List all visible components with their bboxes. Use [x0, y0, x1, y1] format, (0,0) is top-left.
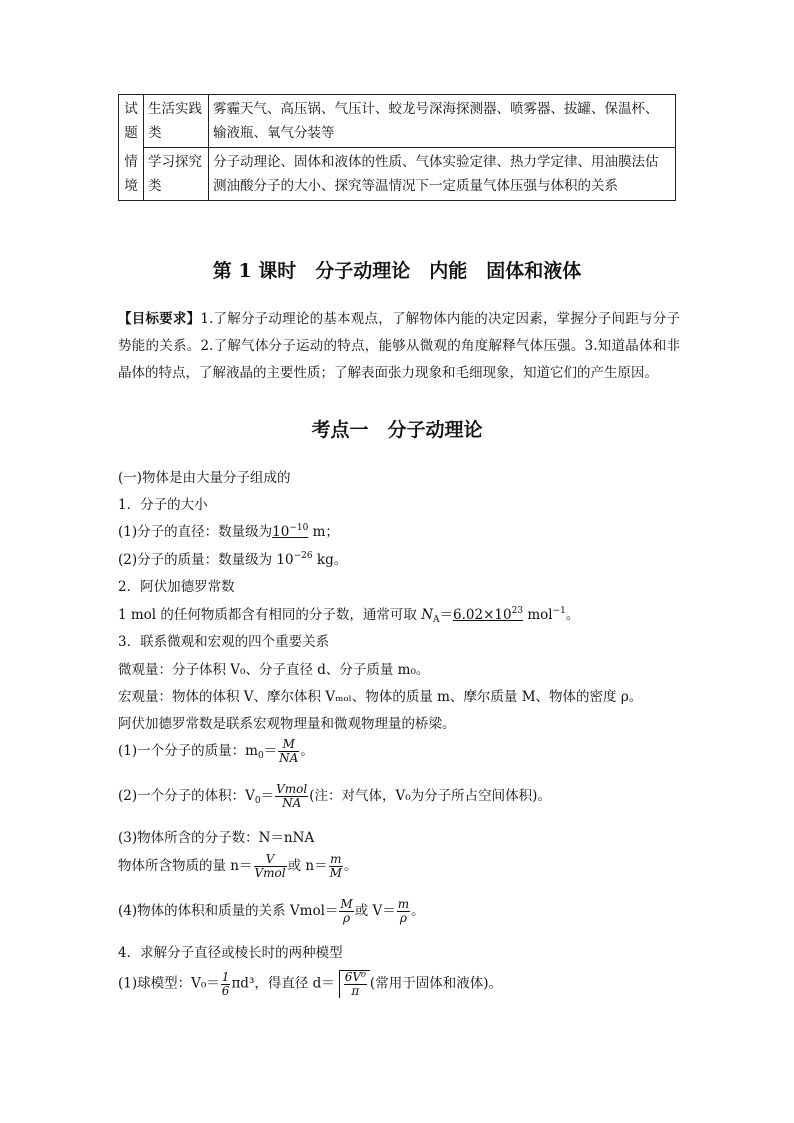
denominator: M: [329, 866, 342, 880]
text-span: 。: [411, 903, 425, 919]
context-table: [118, 94, 676, 201]
denominator: ρ: [399, 911, 407, 925]
text-span: 物体所含物质的量 n＝: [118, 858, 253, 874]
subscript: A: [433, 615, 440, 625]
numerator: 6V⁰: [344, 970, 366, 984]
denominator: 6: [221, 983, 230, 998]
cube-root: [339, 970, 370, 998]
text-span: (1)分子的直径：数量级为: [118, 524, 273, 540]
micro-quantities: 微观量：分子体积 V₀、分子直径 d、分子质量 m₀。: [118, 662, 430, 678]
avogadro-line: [118, 603, 579, 623]
text-span: (常用于固体和液体)。: [369, 975, 502, 992]
exponent: −26: [293, 551, 313, 561]
text-span: 6.02×10: [453, 607, 512, 623]
radicand: [339, 970, 370, 998]
exponent: −1: [552, 606, 566, 616]
denominator: NA: [279, 751, 299, 765]
table-side-label-bottom: 情境: [119, 148, 144, 201]
fraction: [254, 853, 287, 880]
text-span: 。: [343, 858, 358, 874]
fraction: [221, 971, 231, 998]
text-span: 1 mol 的任何物质都含有相同的分子数，通常可取: [118, 607, 422, 623]
molecule-diameter-line: [118, 520, 339, 540]
formula-volume-mass: [118, 898, 425, 925]
fraction: [339, 898, 353, 925]
fraction: [344, 971, 367, 998]
text-span: (1)一个分子的质量：m: [118, 743, 258, 759]
fraction: [397, 898, 410, 925]
table-content: 雾霾天气、高压锅、气压计、蛟龙号深海探测器、喷雾器、拔罐、保温杯、输液瓶、氧气分装等: [209, 95, 676, 148]
denominator: Vmol: [254, 866, 286, 880]
fraction: [278, 738, 299, 765]
numerator: m: [330, 852, 342, 866]
subheading-relations: 3．联系微观和宏观的四个重要关系: [118, 634, 330, 650]
table-row: [119, 148, 676, 201]
objectives-text: 1.了解分子动理论的基本观点，了解物体内能的决定因素，掌握分子间距与分子势能的关系。2.了解气体分子运动的特点，能够从微观的角度解释气体压强。3.知道晶体和非晶体的特点，了解液晶的主要性质；了解表面张力现象和毛细现象，知道它们的产生原因。: [118, 311, 680, 381]
numerator: V: [254, 853, 287, 867]
symbol: N: [421, 607, 434, 623]
text-span: 。: [300, 743, 314, 759]
text-span: 或 V＝: [354, 903, 396, 919]
subheading-molecule-size: 1．分子的大小: [118, 497, 208, 513]
numerator: M: [278, 738, 299, 752]
text-span: (4)物体的体积和质量的关系 Vmol＝: [118, 903, 339, 919]
numerator: Vmol: [276, 782, 308, 796]
formula-molecule-count: (3)物体所含的分子数：N＝nNA: [118, 830, 315, 846]
text-span: m；: [308, 524, 339, 540]
formula-amount-of-substance: [118, 853, 357, 880]
table-side-label-top: 试题: [119, 95, 144, 148]
denominator: NA: [282, 796, 302, 810]
text-span: (1)球模型：V₀＝: [118, 975, 220, 992]
text-span: (2)一个分子的体积：V: [118, 788, 255, 804]
denominator: ρ: [343, 911, 351, 925]
section-title: 考点一 分子动理论: [311, 419, 483, 441]
part-heading: (一)物体是由大量分子组成的: [118, 470, 291, 486]
subheading-models: 4．求解分子直径或棱长时的两种模型: [118, 945, 343, 961]
formula-molecule-mass: (1)一个分子的质量：$m_0=$ $\frac{M}{NA}$ 。: [118, 737, 314, 765]
macro-quantities: 宏观量：物体的体积 V、摩尔体积 Vₘₒₗ、物体的质量 m、摩尔质量 M、物体的密度 ρ。: [118, 689, 643, 705]
subscript: 0: [254, 796, 261, 806]
numerator: m: [397, 897, 410, 911]
text-span: 。: [565, 607, 580, 623]
text-span: (注：对气体，V₀为分子所占空间体积)。: [309, 788, 551, 804]
objectives-tag: 【目标要求】: [118, 311, 201, 327]
denominator: π: [351, 984, 360, 998]
subscript: 0: [257, 751, 264, 761]
text-span: ＝: [439, 607, 454, 623]
formula-sphere-model: [118, 970, 502, 998]
fraction: [329, 853, 343, 880]
text-span: 或 n＝: [287, 858, 328, 874]
diameter-value: [272, 524, 308, 540]
table-content: 分子动理论、固体和液体的性质、气体实验定律、热力学定律、用油膜法估测油酸分子的大小、探究等温情况下一定质量气体压强与体积的关系: [209, 148, 676, 201]
text-span: 10: [272, 524, 290, 540]
text-span: kg。: [312, 552, 348, 568]
subheading-avogadro: 2．阿伏加德罗常数: [118, 579, 235, 595]
fraction: [275, 783, 308, 810]
molecule-mass-line: [118, 548, 347, 568]
text-span: (2)分子的质量：数量级为 10: [118, 552, 294, 568]
lesson-title: 第 1 课时 分子动理论 内能 固体和液体: [212, 260, 582, 282]
objectives-paragraph: [118, 306, 680, 387]
formula-molecule-volume: (2)一个分子的体积：$V_0=$ $\frac{\text{Vmol}}{NA}$ (注：对气体，V₀为分子所占空间体积)。: [118, 782, 551, 810]
numerator: M: [340, 897, 353, 911]
table-category: 学习探究类: [144, 148, 209, 201]
exponent: 23: [511, 606, 524, 616]
table-row: [119, 95, 676, 148]
text-span: πd³，得直径 d＝: [231, 975, 335, 992]
numerator: 1: [221, 969, 230, 984]
avogadro-value: [453, 607, 523, 623]
table-category: 生活实践类: [144, 95, 209, 148]
text-span: mol: [523, 607, 553, 623]
exponent: −10: [289, 523, 309, 533]
bridge-sentence: 阿伏加德罗常数是联系宏观物理量和微观物理量的桥梁。: [118, 716, 456, 732]
